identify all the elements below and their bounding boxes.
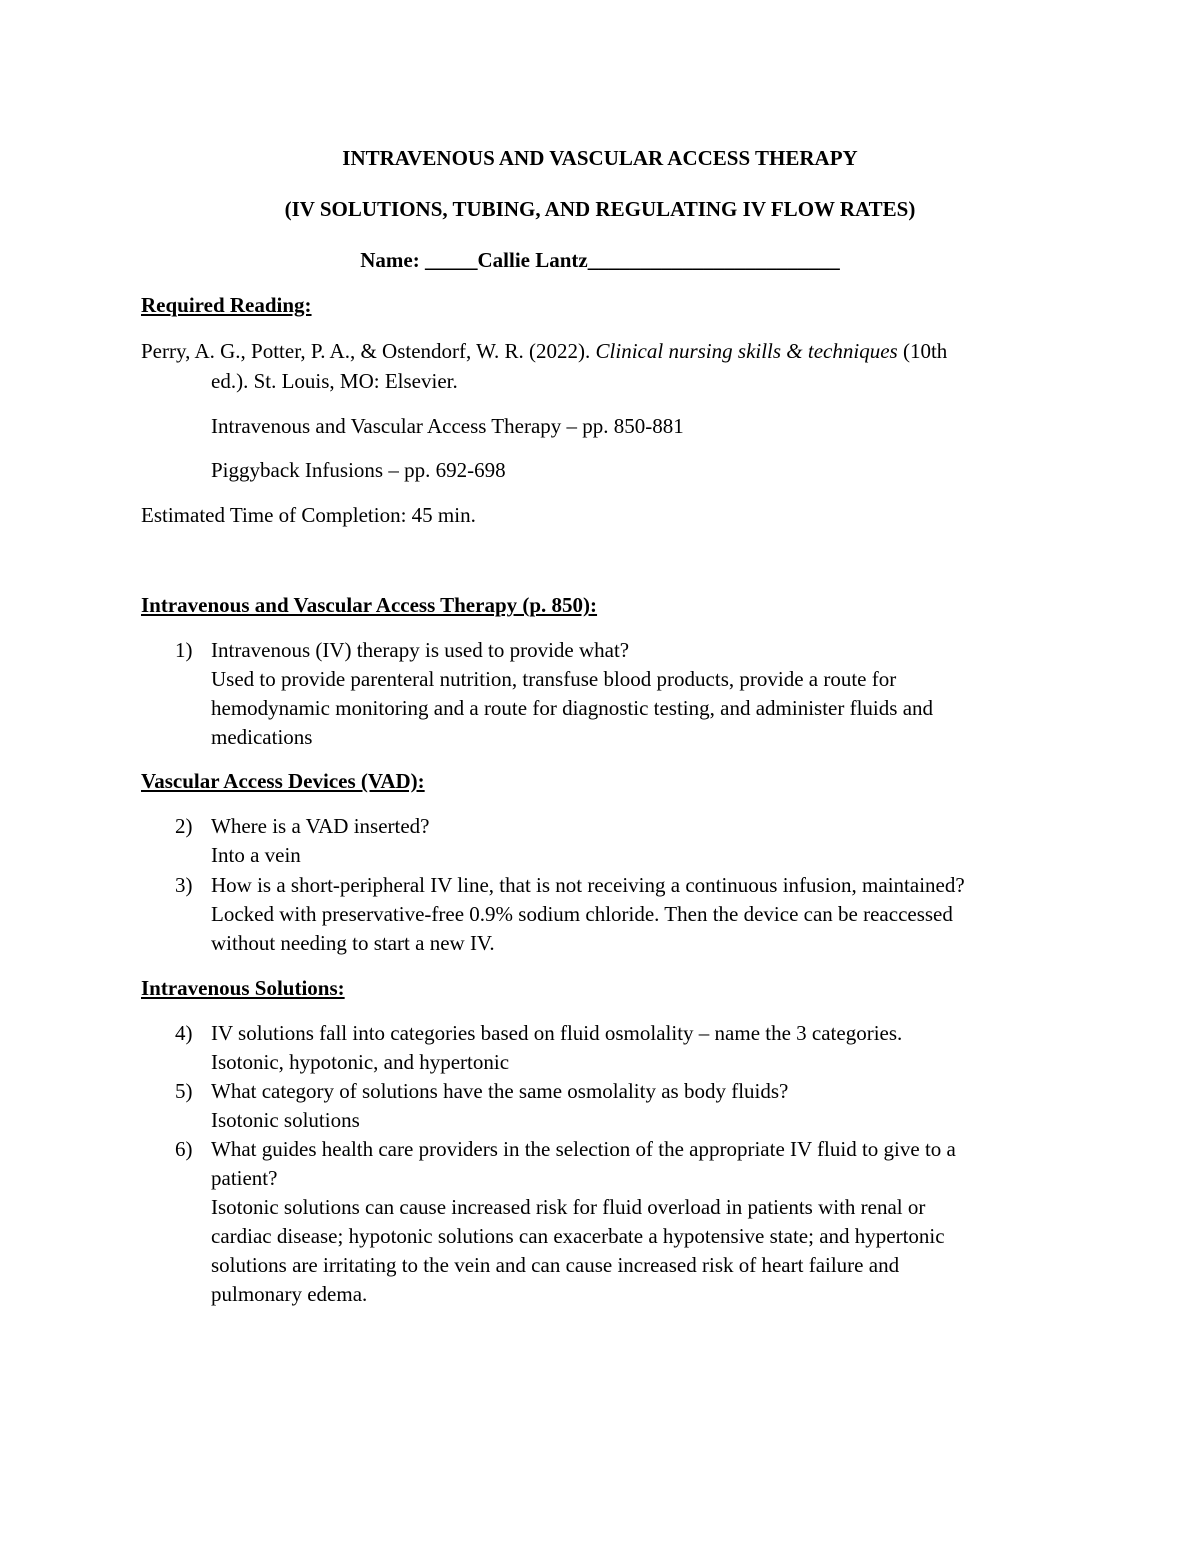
question-text: What category of solutions have the same osmolality as body fluids?	[211, 1079, 789, 1103]
question-4	[141, 1019, 1081, 1077]
question-text: IV solutions fall into categories based on fluid osmolality – name the 3 categories.	[211, 1021, 903, 1045]
question-number: 5)	[175, 1079, 193, 1103]
citation-line-2: ed.). St. Louis, MO: Elsevier.	[211, 369, 458, 393]
answer-line: medications	[211, 725, 313, 749]
citation-edition: (10th	[897, 339, 948, 363]
answer-line: Into a vein	[211, 843, 301, 867]
question-text: Intravenous (IV) therapy is used to provide what?	[211, 638, 630, 662]
question-number: 3)	[175, 873, 193, 897]
question-2	[141, 812, 1081, 870]
required-reading-heading: Required Reading:	[141, 293, 312, 317]
question-number: 1)	[175, 638, 193, 662]
answer-line: solutions are irritating to the vein and can cause increased risk of heart failure and	[211, 1253, 900, 1277]
answer-line: Locked with preservative-free 0.9% sodium chloride. Then the device can be reaccessed	[211, 902, 953, 926]
question-3	[141, 871, 1081, 958]
question-text: Where is a VAD inserted?	[211, 814, 430, 838]
name-label: Name:	[360, 248, 420, 272]
document-subtitle: (IV SOLUTIONS, TUBING, AND REGULATING IV FLOW RATES)	[284, 197, 916, 221]
answer-line: cardiac disease; hypotonic solutions can exacerbate a hypotensive state; and hypertonic	[211, 1224, 945, 1248]
question-6	[141, 1135, 1081, 1309]
answer-line: Isotonic solutions	[211, 1108, 360, 1132]
citation-authors: Perry, A. G., Potter, P. A., & Ostendorf, W. R. (2022).	[141, 339, 596, 363]
answer-line: Isotonic solutions can cause increased risk for fluid overload in patients with renal or	[211, 1195, 926, 1219]
therapy-section-heading: Intravenous and Vascular Access Therapy (p. 850):	[141, 593, 598, 617]
answer-line: Used to provide parenteral nutrition, transfuse blood products, provide a route for	[211, 667, 897, 691]
answer-line: without needing to start a new IV.	[211, 931, 495, 955]
reading-item-1: Intravenous and Vascular Access Therapy – pp. 850-881	[211, 414, 684, 438]
answer-line: Isotonic, hypotonic, and hypertonic	[211, 1050, 510, 1074]
name-line	[0, 246, 1200, 275]
question-5	[141, 1077, 1081, 1135]
citation-book-title: Clinical nursing skills & techniques	[595, 339, 898, 363]
document-title: INTRAVENOUS AND VASCULAR ACCESS THERAPY	[342, 146, 858, 170]
reading-item-2: Piggyback Infusions – pp. 692-698	[211, 458, 506, 482]
question-text: What guides health care providers in the selection of the appropriate IV fluid to give to a	[211, 1137, 956, 1161]
citation	[141, 337, 1081, 366]
answer-line: pulmonary edema.	[211, 1282, 368, 1306]
question-number: 2)	[175, 814, 193, 838]
answer-line: hemodynamic monitoring and a route for diagnostic testing, and administer fluids and	[211, 696, 934, 720]
estimated-time: Estimated Time of Completion: 45 min.	[141, 503, 476, 527]
question-number: 4)	[175, 1021, 193, 1045]
question-number: 6)	[175, 1137, 193, 1161]
question-text: How is a short-peripheral IV line, that is not receiving a continuous infusion, maintained?	[211, 873, 965, 897]
question-1	[141, 636, 1081, 752]
question-text: patient?	[211, 1166, 278, 1190]
solutions-section-heading: Intravenous Solutions:	[141, 976, 345, 1000]
name-value: _____Callie Lantz________________________	[424, 248, 840, 272]
vad-section-heading: Vascular Access Devices (VAD):	[141, 769, 425, 793]
